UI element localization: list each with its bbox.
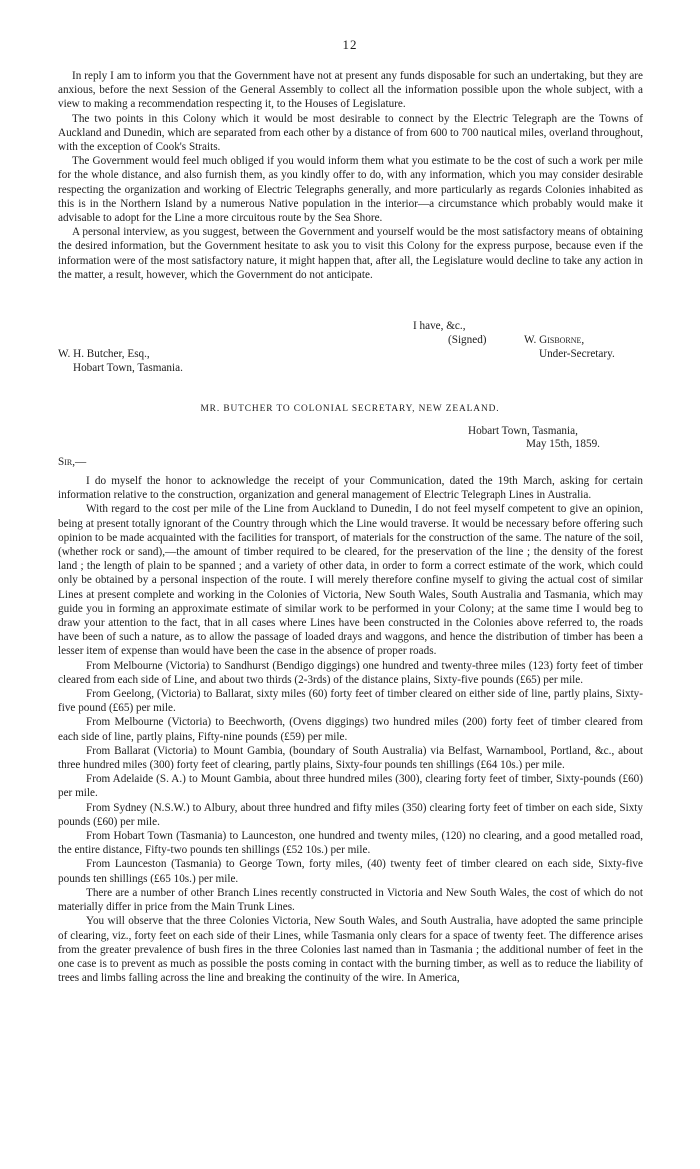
paragraph: From Melbourne (Victoria) to Sandhurst (Bendigo diggings) one hundred and twenty-three miles (123) forty feet of timber cleared from each side of Line, and about two thirds (2-3rds) of the distance plains, Sixty-five pounds (£65) per mile. (58, 659, 643, 686)
paragraph: From Sydney (N.S.W.) to Albury, about three hundred and fifty miles (350) clearing forty feet of timber on each side, Sixty pounds (£60) per mile. (58, 801, 643, 828)
addressee-name: W. H. Butcher, Esq., (58, 348, 150, 360)
paragraph: The two points in this Colony which it would be most desirable to connect by the Electric Telegraph are the Towns of Auckland and Dunedin, which are separated from each other by a distance of from 600 to 700 nautical miles, overland throughout, with the exception of Cook's Straits. (58, 112, 643, 154)
letter-body-2 (58, 474, 643, 985)
paragraph: From Ballarat (Victoria) to Mount Gambia, (boundary of South Australia) via Belfast, Warnambool, Portland, &c., about three hundred miles (300) forty feet of clearing, partly plains, Sixty-four pounds ten shillings (£64 10s.) per mile. (58, 744, 643, 772)
paragraph: The Government would feel much obliged if you would inform them what you estimate to be the cost of such a work per mile for the whole distance, and also furnish them, as you kindly offer to do, with any information, which you may consider desirable respecting the organization and working of Electric Telegraphs generally, and more particularly as regards Colonies inhabited as this is in the Northern Island by a numerous Native population in the interior—a circumstance which probably would make it advisable to adopt for the Line a more circuitous route by the Sea Shore. (58, 155, 643, 225)
letter-body-1 (58, 69, 643, 282)
paragraph: With regard to the cost per mile of the Line from Auckland to Dunedin, I do not feel myself competent to give an opinion, being at present totally ignorant of the Country through which the Line would traverse. It would be necessary before offering such opinion to be made acquainted with the facilities for transport, of materials for the construction of the same. The nature of the soil, (whether rock or sand),—the amount of timber required to be cleared, for the preservation of the line ; the density of the forest land ; the length of plain to be spanned ; and a variety of other data, in order to form a correct estimate of the work, which could only be obtained by a personal inspection of the route. I will merely therefore confine myself to giving the actual cost of similar Lines at present complete and working in the Colonies of Victoria, New South Wales, South Australia and Tasmania, which may guide you in forming an approximate estimate of similar work to be performed in your Colony; at the same time I would beg to draw your attention to the fact, that in all cases where Lines have been constructed in the Colonies above referred to, the roads have been of such a nature, as to allow the passage of loaded drays and waggons, and hence the distribution of timber has been a lesser item of expense than would have been the case in the absence of proper roads. (58, 503, 643, 658)
signer-title: Under-Secretary. (539, 348, 615, 360)
paragraph: From Hobart Town (Tasmania) to Launceston, one hundred and twenty miles, (120) no clearing, and a good metalled road, the entire distance, Fifty-two pounds ten shillings (£52 10s.) per mile. (58, 830, 643, 857)
letter-heading: MR. BUTCHER TO COLONIAL SECRETARY, NEW ZEALAND. (200, 404, 500, 414)
signer-name: W. Gisborne, (524, 334, 585, 346)
paragraph: From Melbourne (Victoria) to Beechworth, (Ovens diggings) two hundred miles (200) forty feet of timber cleared from each side of line, partly plains, Fifty-nine pounds (£59) per mile. (58, 716, 643, 743)
paragraph: From Geelong, (Victoria) to Ballarat, sixty miles (60) forty feet of timber cleared on either side of line, partly plains, Sixty-five pound (£65) per mile. (58, 688, 643, 715)
paragraph: From Launceston (Tasmania) to George Town, forty miles, (40) twenty feet of timber cleared on each side, Sixty-five pounds ten shillings (£65 10s.) per mile. (58, 858, 643, 885)
addressee-place: Hobart Town, Tasmania. (73, 362, 183, 374)
salutation: Sir,— (58, 456, 87, 468)
paragraph: From Adelaide (S. A.) to Mount Gambia, about three hundred miles (300), clearing forty feet of timber, Sixty-pounds (£60) per mile. (58, 773, 643, 800)
page-number: 12 (342, 37, 358, 52)
paragraph: I do myself the honor to acknowledge the receipt of your Communication, dated the 19th March, asking for certain information relative to the construction, organization and general management of Electric Telegraph Lines in Australia. (58, 475, 643, 502)
paragraph: A personal interview, as you suggest, between the Government and yourself would be the most satisfactory means of obtaining the desired information, but the Government hesitate to ask you to visit this Colony for the express purpose, because even if the information were of the most satisfactory nature, it might happen that, after all, the Legislature would decline to take any action in the matter, a result, however, which the Government do not anticipate. (58, 226, 643, 281)
letter-date: May 15th, 1859. (526, 438, 600, 450)
closing: I have, &c., (413, 320, 466, 332)
letter-place: Hobart Town, Tasmania, (468, 425, 578, 437)
paragraph: There are a number of other Branch Lines recently constructed in Victoria and New South Wales, the cost of which do not materially differ in price from the Main Trunk Lines. (58, 886, 643, 914)
paragraph: In reply I am to inform you that the Government have not at present any funds disposable for such an undertaking, but they are anxious, before the next Session of the General Assembly to collect all the information possible upon the whole subject, with a view to making a recommendation respecting it, to the Houses of Legislature. (58, 70, 643, 111)
signed-label: (Signed) (448, 334, 487, 346)
paragraph: You will observe that the three Colonies Victoria, New South Wales, and South Australia, have adopted the same principle of clearing, viz., forty feet on each side of their Lines, while Tasmania only clears for a space of twenty feet. The difference arises from the greater prevalence of bush fires in the three Colonies last named than in Tasmania ; the additional number of feet in the one case is to prevent as much as possible the posts coming in contact with the burning timber, as well as to reduce the liability of trees and limbs falling across the line and breaking the continuity of the wire. In America, (58, 915, 643, 985)
